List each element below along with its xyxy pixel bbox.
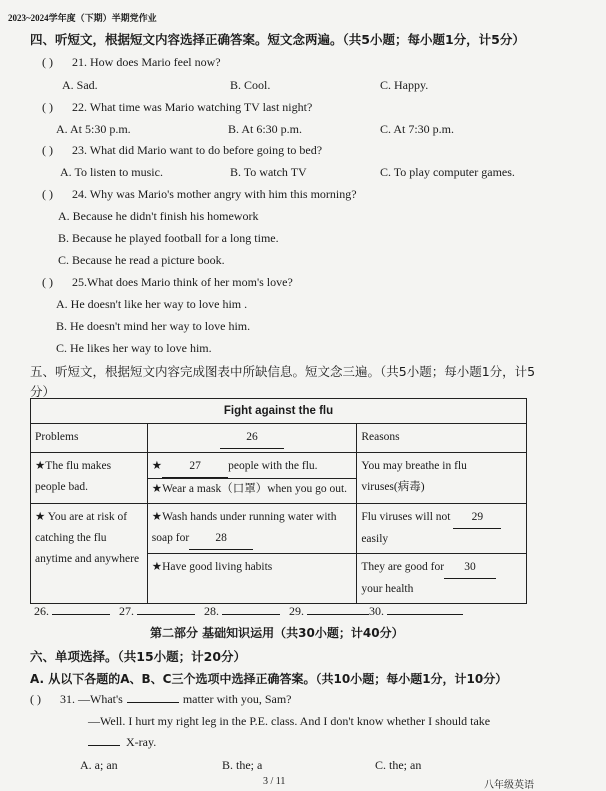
table-title-row (31, 399, 527, 424)
part6-title: 六、单项选择。（共15小题；计20分） (30, 649, 247, 664)
part5-instruction: 五、听短文，根据短文内容完成图表中所缺信息。短文念三遍。（共5小题；每小题1分，计5 (30, 364, 536, 379)
answer-paren[interactable]: ( ) (42, 143, 53, 157)
header-problems: Problems (31, 424, 148, 453)
term-header: 2023~2024学年度（下期）半期党作业 (8, 13, 157, 23)
option-b: B. At 6:30 p.m. (228, 122, 303, 136)
option-a: A. At 5:30 p.m. (56, 122, 131, 136)
blank-28[interactable]: 28 (189, 528, 253, 550)
answer-line-29[interactable] (307, 614, 369, 615)
option-b: B. He doesn't mind her way to love him. (56, 319, 251, 333)
problem-cell: ★ You are at risk of catching the flu anytime and anywhere (31, 504, 148, 604)
table-row (31, 504, 527, 554)
part2-title: 第二部分 基础知识运用（共30小题；计40分） (150, 626, 404, 640)
part4-instruction: 四、听短文，根据短文内容选择正确答案。短文念两遍。（共5小题；每小题1分，计5分） (30, 32, 525, 47)
table-header-row (31, 424, 527, 453)
option-a: A. Because he didn't finish his homework (58, 209, 259, 223)
question-stem: 22. What time was Mario watching TV last night? (72, 100, 313, 114)
option-c: C. the; an (375, 758, 422, 772)
option-c: C. He likes her way to love him. (56, 341, 212, 355)
answer-line-27[interactable] (137, 614, 195, 615)
question-stem: 23. What did Mario want to do before going to bed? (72, 143, 323, 157)
option-b: B. Cool. (230, 78, 271, 92)
option-a: A. To listen to music. (60, 165, 163, 179)
answer-paren[interactable]: ( ) (42, 100, 53, 114)
blank-31b[interactable] (88, 745, 120, 746)
part5-instruction-cont: 分） (30, 384, 56, 399)
blank-27[interactable]: 27 (162, 456, 228, 478)
measure-cell: ★Have good living habits (147, 554, 357, 604)
reason-cell: They are good for 30 your health (357, 554, 527, 604)
option-b: B. Because he played football for a long time. (58, 231, 279, 245)
question-stem: 21. How does Mario feel now? (72, 55, 221, 69)
flu-table (30, 398, 527, 604)
blank-31a[interactable] (127, 702, 179, 703)
measure-cell: ★ 27 people with the flu. ★Wear a mask（口罩）when you go out. (147, 453, 357, 504)
option-c: C. At 7:30 p.m. (380, 122, 455, 136)
blank-30[interactable]: 30 (444, 557, 496, 579)
part6-sub-instruction: A. 从以下各题的A、B、C三个选项中选择正确答案。（共10小题；每小题1分，计10分） (30, 672, 508, 686)
table-title: Fight against the flu (31, 399, 527, 424)
option-c: C. Because he read a picture book. (58, 253, 225, 267)
question-stem: 25.What does Mario think of her mom's love? (72, 275, 293, 289)
answer-paren[interactable]: ( ) (42, 55, 53, 69)
answer-line-26[interactable] (52, 614, 110, 615)
answer-paren[interactable]: ( ) (30, 692, 41, 706)
option-a: A. He doesn't like her way to love him . (56, 297, 248, 311)
problem-cell: ★The flu makes people bad. (31, 453, 148, 504)
table-row (31, 453, 527, 504)
answer-lines: 26. 27. 28. 29. 30. (34, 604, 463, 619)
reason-cell: You may breathe in flu viruses(病毒) (357, 453, 527, 504)
reason-cell: Flu viruses will not 29 easily (357, 504, 527, 554)
blank-29[interactable]: 29 (453, 507, 501, 529)
option-b: B. the; a (222, 758, 263, 772)
answer-paren[interactable]: ( ) (42, 187, 53, 201)
answer-line-28[interactable] (222, 614, 280, 615)
subject-label: 八年级英语 (484, 780, 534, 791)
header-blank-26[interactable]: 26 (147, 424, 357, 453)
header-reasons: Reasons (357, 424, 527, 453)
option-b: B. To watch TV (230, 165, 307, 179)
option-a: A. a; an (80, 758, 118, 772)
q31-line2: —Well. I hurt my right leg in the P.E. class. And I don't know whether I should take (88, 714, 491, 728)
question-stem: 24. Why was Mario's mother angry with him this morning? (72, 187, 357, 201)
answer-paren[interactable]: ( ) (42, 275, 53, 289)
option-c: C. Happy. (380, 78, 429, 92)
answer-line-30[interactable] (387, 614, 463, 615)
option-a: A. Sad. (62, 78, 98, 92)
measure-cell: ★Wash hands under running water with soap for 28 (147, 504, 357, 554)
page-number: 3 / 11 (263, 776, 286, 787)
option-c: C. To play computer games. (380, 165, 515, 179)
